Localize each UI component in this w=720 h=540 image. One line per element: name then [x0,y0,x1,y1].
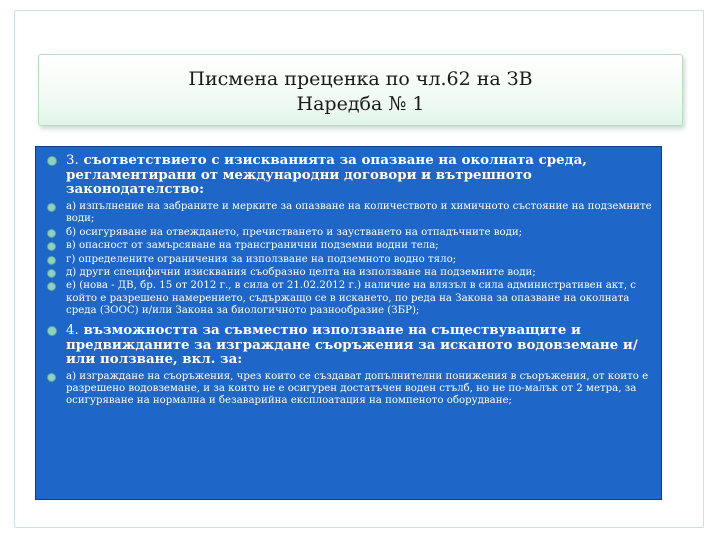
item-number: 3. [66,153,79,168]
title-line-2: Наредба № 1 [296,93,425,115]
list-item [46,153,657,196]
item-text: съответствието с изискванията за опазване на околната среда, регламентирани от международни договори и вътрешното законодателство: [66,152,587,197]
list-item: а) изграждане на съоръжения, чрез които се създават допълнителни понижения в съоръжения, от които е разрешено водовземане, и за които не е осигурен достатъчен воден стълб, но не по-малък от 2 метра, за осигуряване на нормална и безаварийна експлоатация на помпеното оборудване; [46,371,657,408]
list-item: д) други специфични изисквания съобразно целта на използване на подземните води; [46,267,657,279]
title-line-1: Писмена преценка по чл.62 на ЗВ [188,68,533,90]
list-item: г) определените ограничения за използване на подземното водно тяло; [46,254,657,266]
list-item: в) опасност от замърсяване на трансгранични подземни водни тела; [46,240,657,252]
list-item: б) осигуряване на отвеждането, пречистването и заустването на отпадъчните води; [46,227,657,239]
list-item: а) изпълнение на забраните и мерките за опазване на количеството и химичното състояние на подземните води; [46,201,657,226]
slide-title [38,54,683,126]
item-text: възможността за съвместно използване на съществуващите и предвижданите за изграждане съоръжения за исканото водовземане и/или ползване, вкл. за: [66,321,638,367]
list-item: е) (нова - ДВ, бр. 15 от 2012 г., в сила от 21.02.2012 г.) наличие на влязъл в сила административен акт, с който е разрешено намерението, съдържащо се в искането, по реда на Закона за опазване на околната среда (ЗООС) и/или Закона за биологичното разнообразие (ЗБР); [46,280,657,317]
list-item [46,323,657,366]
bullet-list [46,153,657,408]
content-box [35,146,662,500]
item-number: 4. [66,322,79,338]
